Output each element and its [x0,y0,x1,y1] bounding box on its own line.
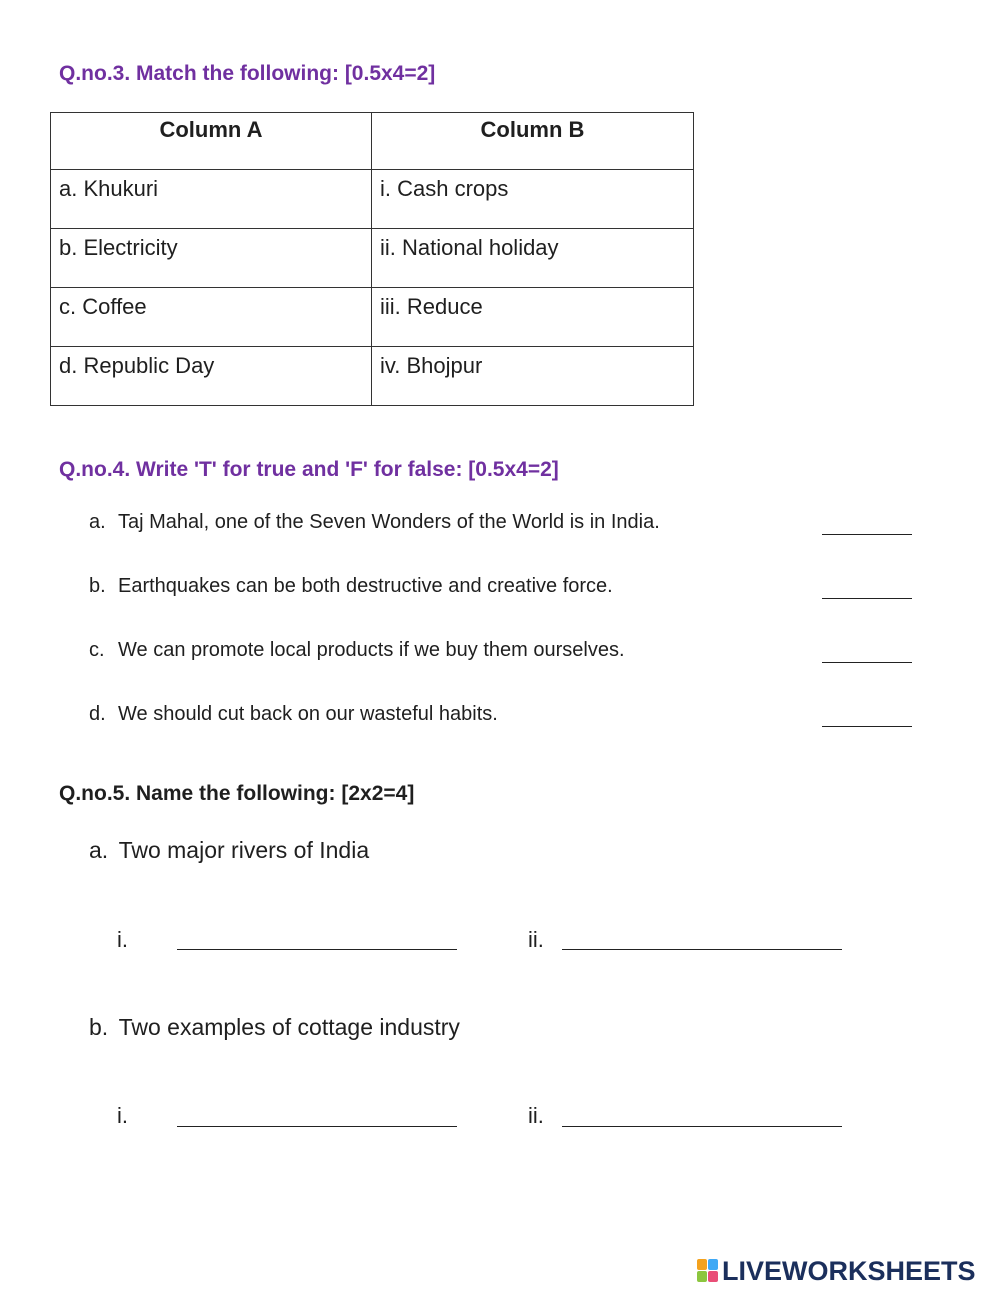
tf-item-text: Earthquakes can be both destructive and creative force. [118,575,613,597]
answer-blank-a-ii[interactable] [562,949,842,950]
answer-label-ii: ii. [528,927,544,952]
match-table [50,112,694,406]
tf-item-label: c. [89,639,105,661]
column-b-header: Column B [372,113,694,170]
q5-item-a [89,837,369,864]
tf-item-label: d. [89,703,106,725]
column-b-cell: iii. Reduce [372,288,694,347]
q5-item-text: Two examples of cottage industry [118,1014,460,1040]
answer-blank-b-i[interactable] [177,1126,457,1127]
q5-item-label: a. [89,837,109,863]
tf-answer-blank-c[interactable] [822,662,912,663]
tf-item-c [89,639,789,665]
q3-heading: Q.no.3. Match the following: [0.5x4=2] [59,62,436,85]
liveworksheets-logo-icon [697,1259,719,1283]
q5-item-label: b. [89,1014,109,1040]
tf-item-text: We can promote local products if we buy them ourselves. [118,639,625,661]
q5-item-text: Two major rivers of India [118,837,370,863]
liveworksheets-logo [697,1255,976,1287]
answer-label-i: i. [117,1103,128,1128]
answer-blank-b-ii[interactable] [562,1126,842,1127]
answer-label-i: i. [117,927,128,952]
column-a-cell: b. Electricity [51,229,372,288]
tf-item-d [89,703,789,729]
column-a-cell: c. Coffee [51,288,372,347]
column-a-cell: d. Republic Day [51,347,372,406]
tf-answer-blank-d[interactable] [822,726,912,727]
tf-item-text: We should cut back on our wasteful habits. [118,703,498,725]
tf-answer-blank-a[interactable] [822,534,912,535]
q5-heading: Q.no.5. Name the following: [2x2=4] [59,782,415,805]
tf-item-b [89,575,789,601]
tf-item-a [89,511,789,537]
tf-item-label: a. [89,511,106,533]
column-b-cell: i. Cash crops [372,170,694,229]
tf-item-label: b. [89,575,106,597]
q5-item-b [89,1014,460,1041]
column-b-cell: iv. Bhojpur [372,347,694,406]
tf-answer-blank-b[interactable] [822,598,912,599]
q4-heading: Q.no.4. Write 'T' for true and 'F' for false: [0.5x4=2] [59,458,559,481]
tf-item-text: Taj Mahal, one of the Seven Wonders of the World is in India. [118,511,660,533]
column-b-cell: ii. National holiday [372,229,694,288]
brand-name: LIVEWORKSHEETS [722,1255,976,1286]
answer-blank-a-i[interactable] [177,949,457,950]
column-a-header: Column A [51,113,372,170]
answer-label-ii: ii. [528,1103,544,1128]
column-a-cell: a. Khukuri [51,170,372,229]
